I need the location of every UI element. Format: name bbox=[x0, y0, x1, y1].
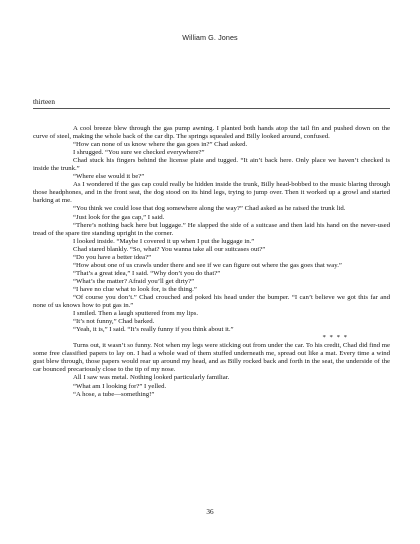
chapter-title: thirteen bbox=[33, 98, 55, 106]
running-header-author: William G. Jones bbox=[182, 33, 238, 42]
paragraph: I smiled. Then a laugh sputtered from my lips. bbox=[73, 310, 199, 318]
page-number: 36 bbox=[206, 508, 214, 516]
paragraph: “I have no clue what to look for, is the thing.” bbox=[73, 285, 197, 293]
paragraph: “Yeah, it is,” I said. “It’s really funny if you think about it.” bbox=[73, 326, 234, 334]
paragraph: “How can none of us know where the gas goes in?” Chad asked. bbox=[73, 141, 248, 149]
scene-break: * * * * bbox=[322, 334, 348, 342]
paragraph: I looked inside. “Maybe I covered it up when I put the luggage in.” bbox=[73, 237, 255, 245]
paragraph: Chad stared blankly. “So, what? You wanna take all our suitcases out?” bbox=[73, 245, 266, 253]
chapter-divider-rule bbox=[33, 108, 390, 109]
paragraph: “You think we could lose that dog somewhere along the way?” Chad asked as he raised the trunk lid. bbox=[73, 205, 346, 213]
paragraph: “Of course you don’t.” Chad crouched and poked his head under the bumper. “I can’t believe we got this far and none of us knows how to put gas in.” bbox=[33, 293, 390, 310]
paragraph: “What am I looking for?” I yelled. bbox=[73, 382, 167, 390]
paragraph: “Just look for the gas cap,” I said. bbox=[73, 213, 165, 221]
paragraph: A cool breeze blew through the gas pump awning. I planted both hands atop the tail fin and pushed down on the curve of steel, making the whole back of the car dip. The springs squealed and Billy looked around, confused. bbox=[33, 125, 390, 141]
paragraph: “What’s the matter? Afraid you’ll get dirty?” bbox=[73, 277, 195, 285]
paragraph: Chad stuck his fingers behind the license plate and tugged. “It ain’t back here. Only place we haven’t checked is inside the trunk.” bbox=[33, 157, 390, 173]
paragraph: “A hose, a tube—something!” bbox=[73, 390, 155, 398]
paragraph: “That’s a great idea,” I said. “Why don’t you do that?” bbox=[73, 269, 221, 277]
paragraph: All I saw was metal. Nothing looked particularly familiar. bbox=[73, 374, 230, 382]
paragraph: “Do you have a better idea?” bbox=[73, 253, 152, 261]
paragraph: “It’s not funny,” Chad barked. bbox=[73, 318, 155, 326]
paragraph: “There’s nothing back here but luggage.” He slapped the side of a suitcase and then laid his hand on the never-used tread of the spare tire standing upright in the corner. bbox=[33, 221, 390, 237]
paragraph: As I wondered if the gas cap could really be hidden inside the trunk, Billy head-bobbed to the music blaring through those headphones, and in the front seat, the dog stood on its hind legs, trying to jump over. Then it worked up a growl and started barking at me. bbox=[33, 181, 390, 205]
paragraph: I shrugged. “You sure we checked everywhere?” bbox=[73, 149, 205, 157]
paragraph: “Where else would it be?” bbox=[73, 173, 145, 181]
chapter-body bbox=[33, 125, 390, 399]
paragraph: “How about one of us crawls under there and see if we can figure out where the gas goes that way.” bbox=[73, 261, 342, 269]
paragraph: Turns out, it wasn’t so funny. Not when my legs were sticking out from under the car. To his credit, Chad did find me some free classified papers to lay on. I had a whole wad of them stuffed underneath me, spread out like a mat. Every time a wind gust blew through, those papers would rear up around my head, and as Billy rocked back and forth in the seat, the underside of the car bounced precariously close to the tip of my nose. bbox=[33, 342, 390, 374]
